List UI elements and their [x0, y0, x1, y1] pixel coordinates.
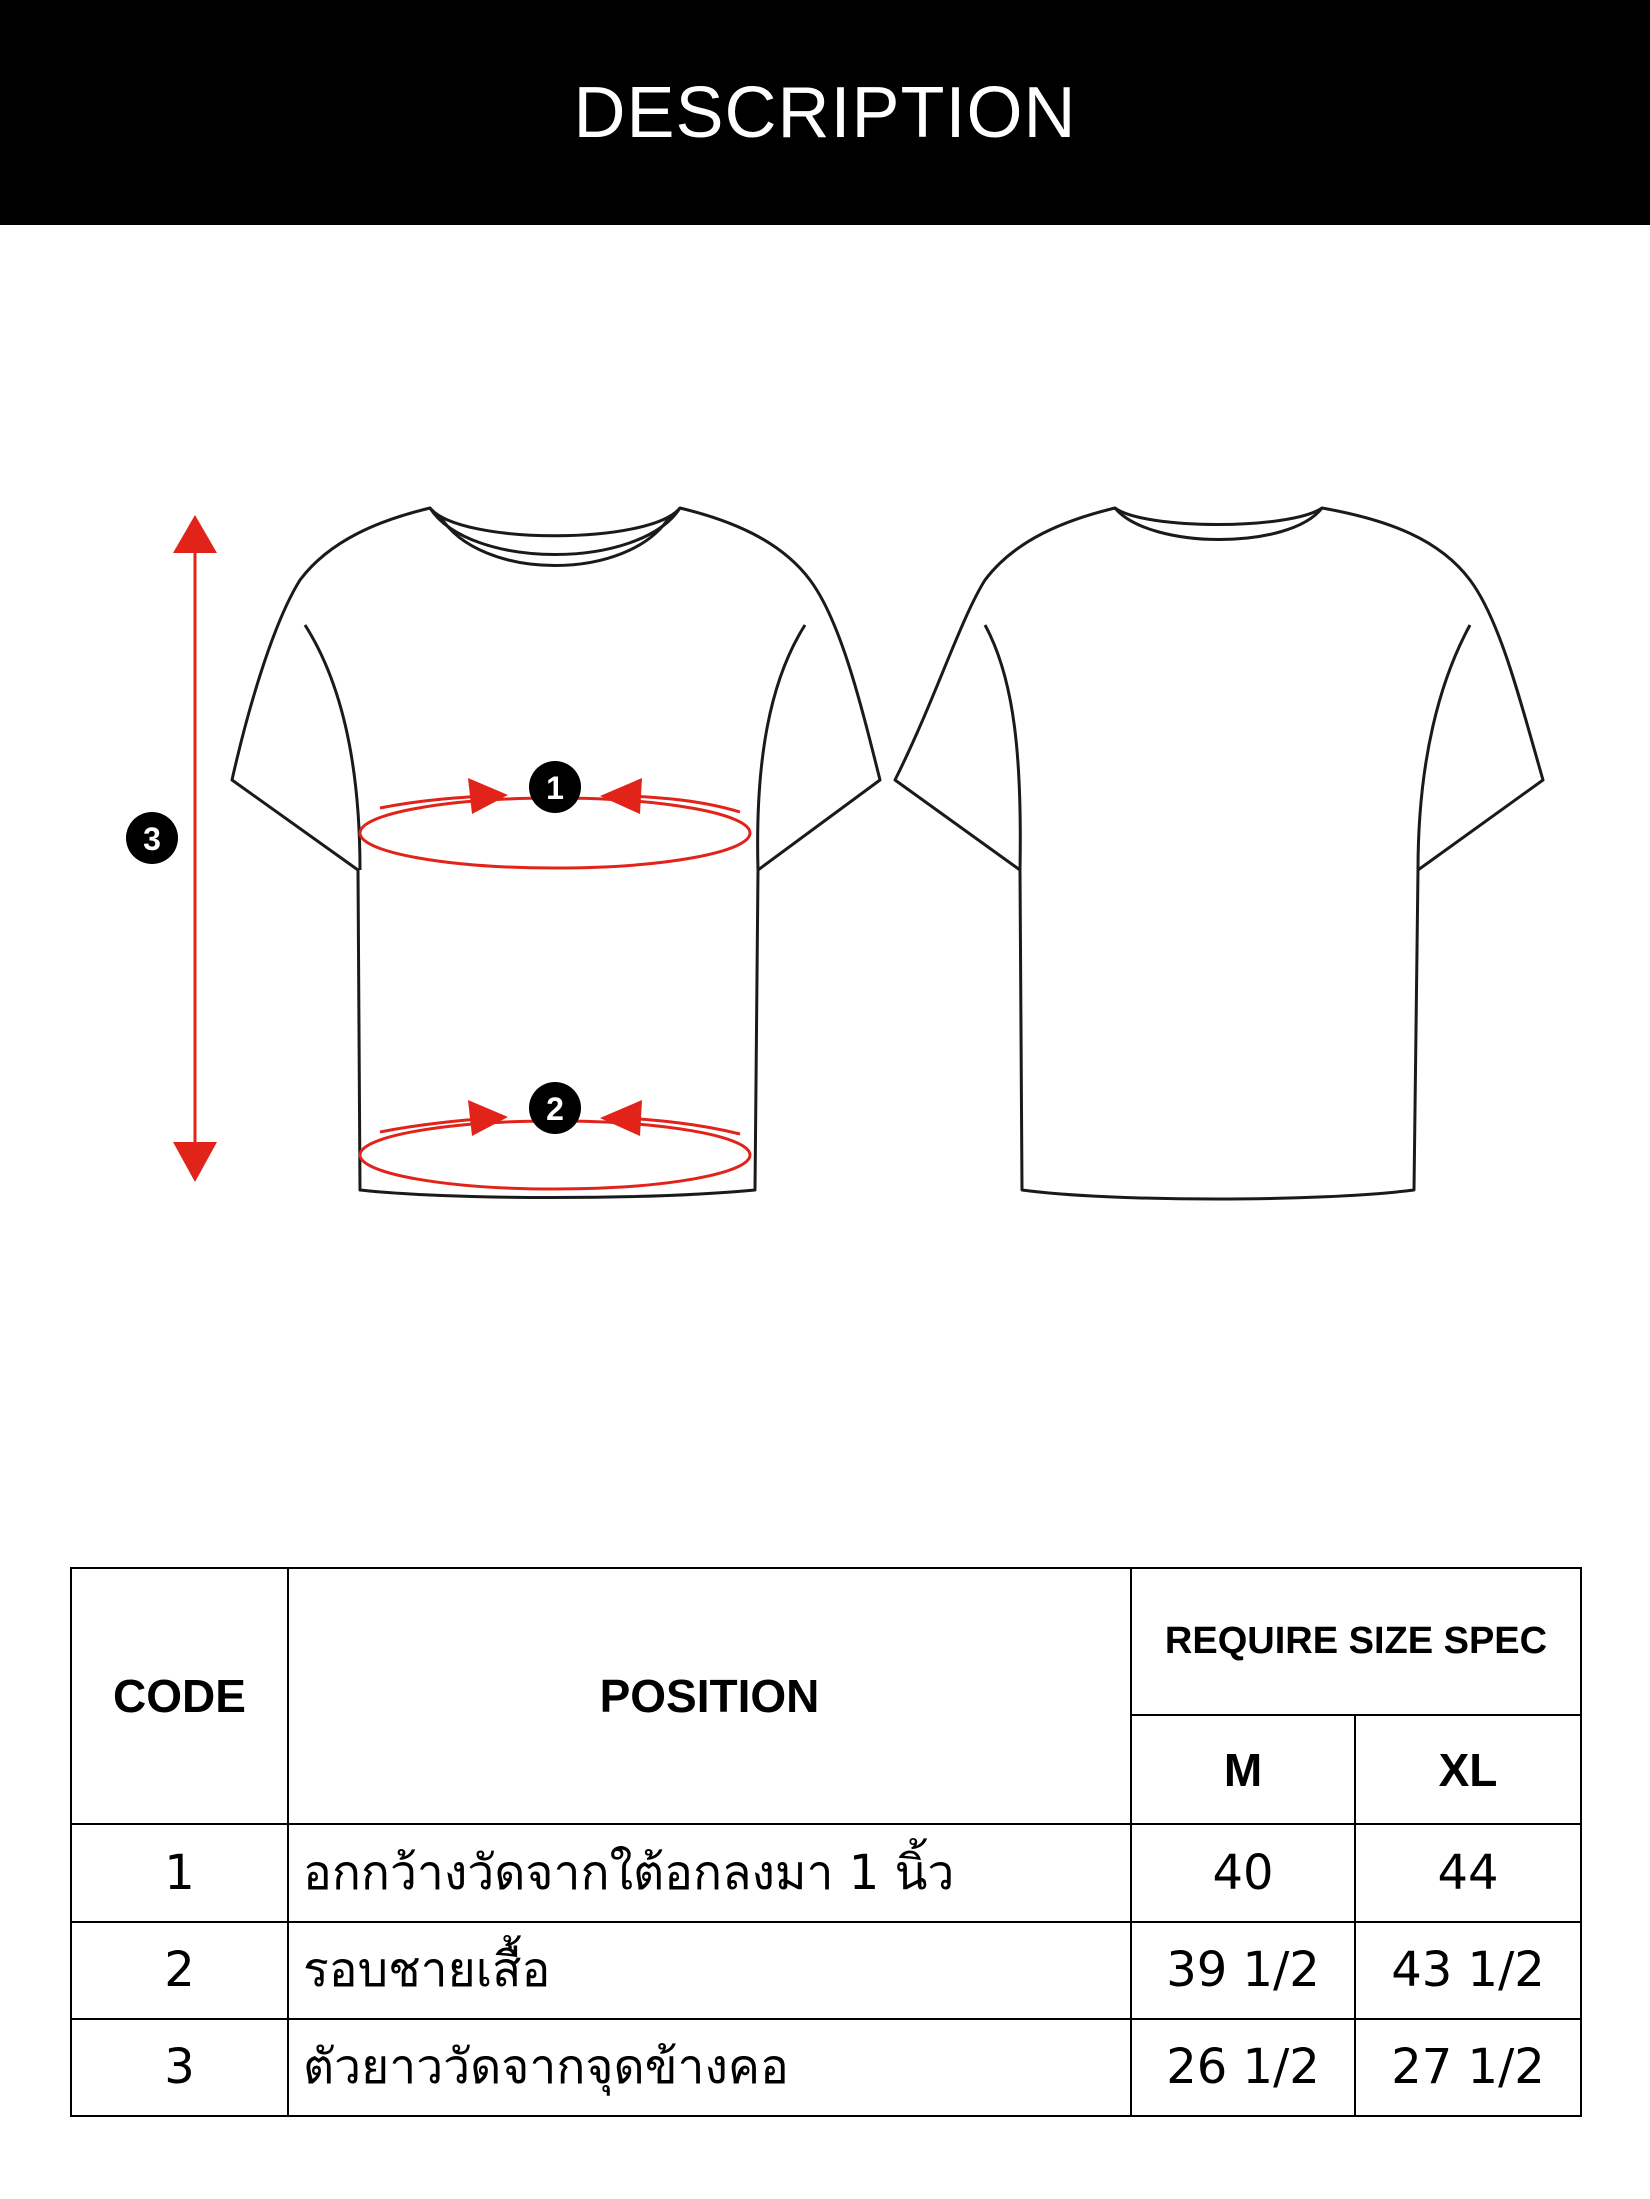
table-row [71, 1824, 1581, 1921]
size-spec-table [70, 1567, 1582, 2117]
header-size-m: M [1131, 1715, 1355, 1824]
header-size-xl: XL [1355, 1715, 1581, 1824]
length-measurement-arrow [173, 515, 217, 1182]
header-code: CODE [71, 1568, 288, 1824]
header-require-size-spec: REQUIRE SIZE SPEC [1131, 1568, 1581, 1715]
row-position: ตัวยาววัดจากจุดข้างคอ [288, 2019, 1131, 2116]
page-title: DESCRIPTION [573, 72, 1077, 153]
table-header-row [71, 1568, 1581, 1715]
row-size-xl: 44 [1355, 1824, 1581, 1921]
tshirt-measurement-diagram [0, 440, 1650, 1260]
svg-text:1: 1 [546, 770, 564, 806]
marker-3 [126, 812, 178, 864]
row-size-m: 26 1/2 [1131, 2019, 1355, 2116]
page-header [0, 0, 1650, 225]
marker-2 [529, 1082, 581, 1134]
row-size-m: 40 [1131, 1824, 1355, 1921]
row-position: อกกว้างวัดจากใต้อกลงมา 1 นิ้ว [288, 1824, 1131, 1921]
row-position: รอบชายเสื้อ [288, 1922, 1131, 2019]
row-code: 3 [71, 2019, 288, 2116]
row-code: 2 [71, 1922, 288, 2019]
row-size-m: 39 1/2 [1131, 1922, 1355, 2019]
row-size-xl: 43 1/2 [1355, 1922, 1581, 2019]
row-size-xl: 27 1/2 [1355, 2019, 1581, 2116]
row-code: 1 [71, 1824, 288, 1921]
svg-text:2: 2 [546, 1091, 564, 1127]
header-position: POSITION [288, 1568, 1131, 1824]
svg-text:3: 3 [143, 821, 161, 857]
table-row [71, 2019, 1581, 2116]
table-row [71, 1922, 1581, 2019]
tshirt-back-outline [895, 508, 1543, 1199]
marker-1 [529, 761, 581, 813]
